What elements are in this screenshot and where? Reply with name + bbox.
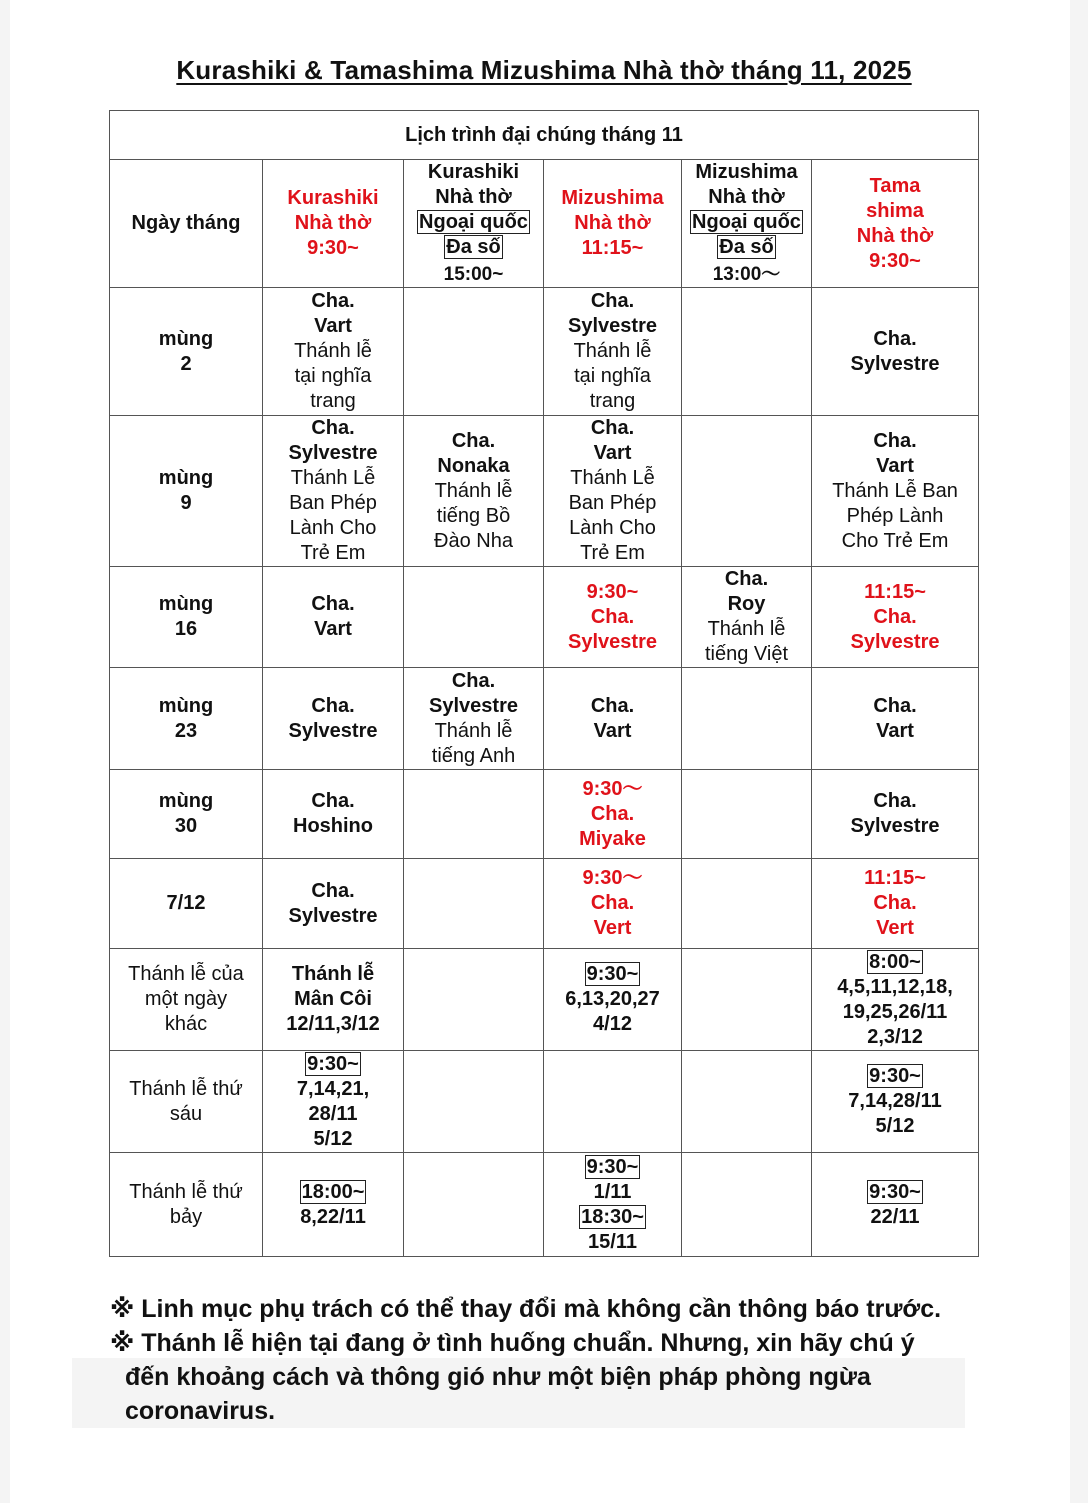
header-mizushima-foreign: Mizushima Nhà thờ Ngoại quốc Đa số 13:00〜 (682, 160, 812, 288)
table-row (110, 770, 979, 859)
schedule-cell: Cha. Roy Thánh lễ tiếng Việt (682, 567, 812, 668)
schedule-cell (682, 770, 812, 859)
time-box: 9:30~ (307, 1052, 359, 1075)
schedule-cell: 9:30〜 Cha. Miyake (544, 770, 682, 859)
table-row (110, 1051, 979, 1153)
schedule-cell: 9:30~ 7,14,21, 28/11 5/12 (263, 1051, 404, 1153)
schedule-cell (544, 1051, 682, 1153)
schedule-cell: 9:30〜 Cha. Vert (544, 859, 682, 949)
time-box: 9:30~ (586, 963, 639, 985)
page-title: Kurashiki & Tamashima Mizushima Nhà thờ tháng 11, 2025 (176, 55, 912, 85)
schedule-cell (404, 1051, 544, 1153)
schedule-cell: Cha. Sylvestre (263, 668, 404, 770)
schedule-cell: Cha. Vart Thánh lễ tại nghĩa trang (263, 288, 404, 416)
table-row (110, 567, 979, 668)
schedule-cell: 9:30~ 22/11 (812, 1153, 979, 1257)
schedule-cell (682, 1153, 812, 1257)
time-box: 18:30~ (581, 1205, 644, 1228)
page-frame-right (1070, 0, 1088, 1503)
mass-schedule-table (109, 110, 979, 1257)
majority-box: Đa số (446, 236, 501, 258)
schedule-cell (404, 859, 544, 949)
time-box: 9:30~ (869, 1180, 921, 1203)
date-cell: 7/12 (110, 859, 263, 949)
note-priest-change: ※ Linh mục phụ trách có thể thay đổi mà không cần thông báo trước. (110, 1295, 942, 1323)
schedule-cell: 18:00~ 8,22/11 (263, 1153, 404, 1257)
schedule-cell: Cha. Vart (812, 668, 979, 770)
schedule-cell: Cha. Vart Thánh Lễ Ban Phép Lành Cho Trẻ Em (812, 416, 979, 567)
table-row (110, 859, 979, 949)
schedule-cell: Cha. Vart (263, 567, 404, 668)
table-row (110, 416, 979, 567)
schedule-cell: Cha. Sylvestre Thánh lễ tại nghĩa trang (544, 288, 682, 416)
time-box: 8:00~ (869, 950, 921, 973)
time-box: 18:00~ (301, 1180, 365, 1203)
schedule-cell: 9:30~ 1/11 18:30~ 15/11 (544, 1153, 682, 1257)
date-cell: mùng 16 (110, 567, 263, 668)
header-row (110, 160, 979, 288)
schedule-cell: Cha. Sylvestre Thánh lễ tiếng Anh (404, 668, 544, 770)
schedule-cell: Cha. Sylvestre (263, 859, 404, 949)
majority-box: Đa số (719, 236, 774, 258)
note-mass-situation: ※ Thánh lễ hiện tại đang ở tình huống chuẩn. Nhưng, xin hãy chú ý (110, 1329, 915, 1357)
schedule-cell: 11:15~ Cha. Sylvestre (812, 567, 979, 668)
schedule-cell: 9:30~ 7,14,28/11 5/12 (812, 1051, 979, 1153)
note-mass-situation-cont: đến khoảng cách và thông gió như một biện pháp phòng ngừa (125, 1363, 871, 1391)
header-mizushima: Mizushima Nhà thờ 11:15~ (544, 160, 682, 288)
table-row (110, 949, 979, 1051)
schedule-cell (682, 416, 812, 567)
schedule-cell: Cha. Nonaka Thánh lễ tiếng Bồ Đào Nha (404, 416, 544, 567)
table-caption: Lịch trình đại chúng tháng 11 (110, 111, 979, 160)
date-cell: mùng 9 (110, 416, 263, 567)
time-box: 9:30~ (869, 1065, 921, 1087)
schedule-cell (404, 288, 544, 416)
schedule-cell (682, 949, 812, 1051)
label-cell: Thánh lễ của một ngày khác (110, 949, 263, 1051)
date-cell: mùng 2 (110, 288, 263, 416)
schedule-cell: Cha. Vart (544, 668, 682, 770)
notes (110, 1292, 1050, 1428)
schedule-cell: Cha. Sylvestre (812, 288, 979, 416)
schedule-cell (682, 668, 812, 770)
schedule-cell: Cha. Sylvestre Thánh Lễ Ban Phép Lành Cho Trẻ Em (263, 416, 404, 567)
date-cell: mùng 30 (110, 770, 263, 859)
schedule-cell: 9:30~ 6,13,20,27 4/12 (544, 949, 682, 1051)
table-row (110, 1153, 979, 1257)
foreign-box: Ngoại quốc (692, 211, 801, 233)
schedule-cell: Cha. Vart Thánh Lễ Ban Phép Lành Cho Trẻ Em (544, 416, 682, 567)
header-kurashiki-foreign: Kurashiki Nhà thờ Ngoại quốc Đa số 15:00~ (404, 160, 544, 288)
schedule-cell (682, 859, 812, 949)
table-row (110, 668, 979, 770)
schedule-cell: Cha. Hoshino (263, 770, 404, 859)
schedule-cell: 11:15~ Cha. Vert (812, 859, 979, 949)
foreign-box: Ngoại quốc (419, 211, 528, 233)
header-kurashiki: Kurashiki Nhà thờ 9:30~ (263, 160, 404, 288)
note-mass-situation-end: coronavirus. (125, 1397, 276, 1425)
page-frame-left (0, 0, 10, 1503)
label-cell: Thánh lễ thứ sáu (110, 1051, 263, 1153)
schedule-cell (404, 770, 544, 859)
table-row (110, 288, 979, 416)
time-box: 9:30~ (586, 1155, 639, 1178)
schedule-cell: Thánh lễ Mân Côi 12/11,3/12 (263, 949, 404, 1051)
date-cell: mùng 23 (110, 668, 263, 770)
header-tamashima: Tama shima Nhà thờ 9:30~ (812, 160, 979, 288)
schedule-cell: 8:00~ 4,5,11,12,18, 19,25,26/11 2,3/12 (812, 949, 979, 1051)
schedule-cell (404, 567, 544, 668)
schedule-cell: 9:30~ Cha. Sylvestre (544, 567, 682, 668)
schedule-cell: Cha. Sylvestre (812, 770, 979, 859)
schedule-cell (404, 949, 544, 1051)
label-cell: Thánh lễ thứ bảy (110, 1153, 263, 1257)
header-date: Ngày tháng (110, 160, 263, 288)
schedule-cell (682, 288, 812, 416)
schedule-cell (682, 1051, 812, 1153)
schedule-cell (404, 1153, 544, 1257)
